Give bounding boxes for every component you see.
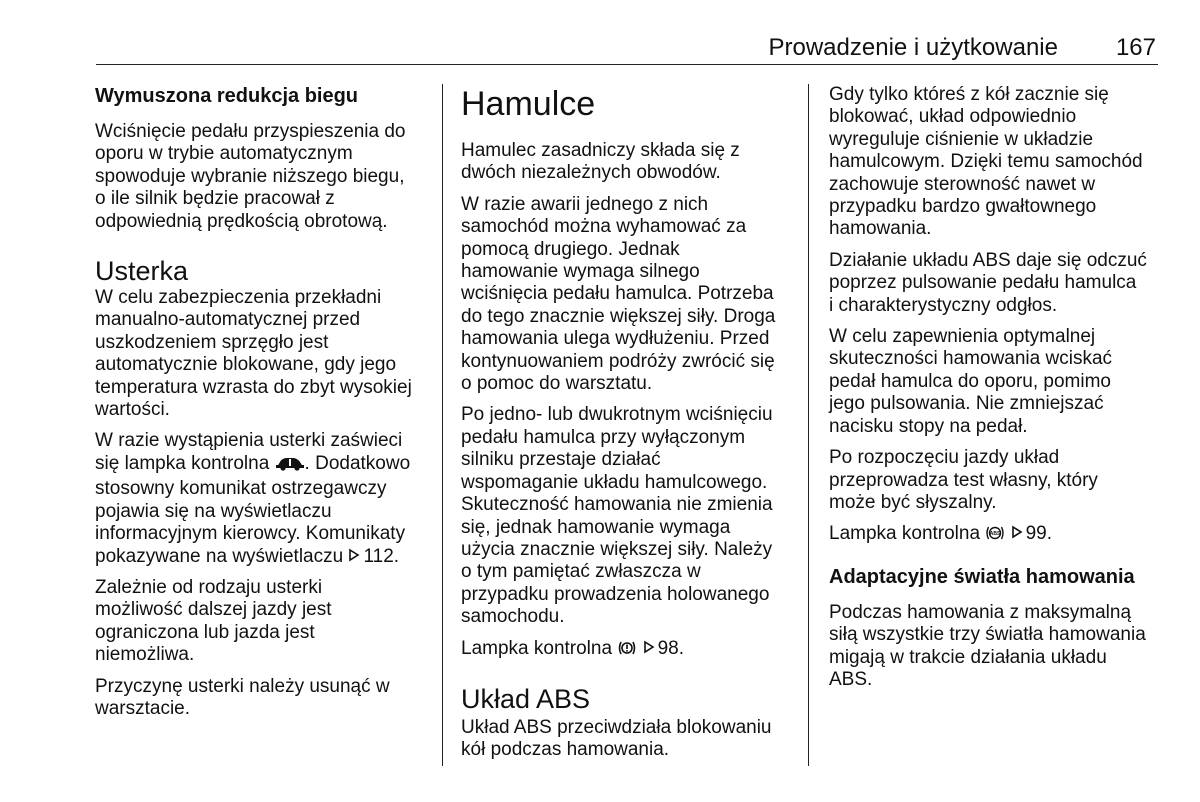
paragraph-abs-3: Działanie układu ABS daje się odczuć poprzez pulsowanie pedału hamulca i charakterystyczny odgłos. bbox=[829, 249, 1147, 316]
heading-fault: Usterka bbox=[95, 256, 189, 287]
column-2 bbox=[461, 84, 796, 762]
paragraph-kickdown: Wciśnięcie pedału przyspieszenia do oporu w trybie automatycznym spowoduje wybranie niższego biegu, o ile silnik będzie pracował z odpowiednią prędkością obrotową. bbox=[95, 121, 406, 232]
paragraph-abs-2: Gdy tylko któreś z kół zacznie się blokować, układ odpowiednio wyreguluje ciśnienie w układzie hamulcowym. Dzięki temu samochód zachowuje sterowność nawet w przypadku bardzo gwałtownego hamowania. bbox=[829, 84, 1143, 240]
column-3 bbox=[829, 84, 1164, 691]
paragraph-brakes-2: W razie awarii jednego z nich samochód można wyhamować za pomocą drugiego. Jednak hamowanie wymaga silnego wciśnięcia pedału hamulca. Potrzeba do tego znacznie większej siły. Droga hamowania ulega wydłużeniu. Przed kontynuowaniem podróży zwrócić się o pomoc do warsztatu. bbox=[461, 193, 776, 395]
paragraph-fault-2: W razie wystąpienia usterki zaświeci się lampka kontrolna . Dodatkowo stosowny komunikat ostrzegawczy pojawia się na wyświetlaczu informacyjnym kierowcy. Komunikaty pokazywane na wyświetlaczu 112. bbox=[95, 430, 411, 567]
column-divider-1 bbox=[442, 84, 443, 766]
paragraph-abs-1: Układ ABS przeciwdziała blokowaniu kół podczas hamowania. bbox=[461, 716, 772, 761]
heading-kickdown: Wymuszona redukcja biegu bbox=[95, 85, 359, 107]
heading-brakes: Hamulce bbox=[461, 85, 596, 123]
header-title: Prowadzenie i użytkowanie bbox=[768, 34, 1058, 61]
paragraph-fault-1: W celu zabezpieczenia przekładni manualno-automatycznej przed uszkodzeniem sprzęgło jest automatycznie blokowane, gdy jego temperatura wzrasta do zbyt wysokiej wartości. bbox=[95, 287, 412, 421]
brake-warning-icon bbox=[617, 639, 637, 663]
heading-abs: Układ ABS bbox=[461, 683, 591, 714]
paragraph-adaptive: Podczas hamowania z maksymalną siłą wszystkie trzy światła hamowania migają w trakcie działania układu ABS. bbox=[829, 601, 1146, 690]
page-reference-arrow-icon bbox=[643, 638, 655, 660]
column-divider-2 bbox=[808, 84, 809, 766]
page-reference-link[interactable]: 99. bbox=[1025, 523, 1053, 545]
page-header bbox=[96, 34, 1158, 65]
paragraph-brakes-3: Po jedno- lub dwukrotnym wciśnięciu pedału hamulca przy wyłączonym silniku przestaje działać wspomaganie układu hamulcowego. Skuteczność hamowania nie zmienia się, jednak hamowanie wymaga użycia znacznie większej siły. Należy o tym pamiętać zwłaszcza w przypadku prowadzenia holowanego samochodu. bbox=[461, 404, 773, 628]
car-transmission-warning-icon bbox=[275, 454, 305, 478]
page-reference-arrow-icon bbox=[348, 546, 360, 568]
paragraph-abs-4: W celu zapewnienia optymalnej skuteczności hamowania wciskać pedał hamulca do oporu, pomimo jego pulsowania. Nie zmniejszać nacisku stopy na pedał. bbox=[829, 326, 1113, 437]
paragraph-brakes-1: Hamulec zasadniczy składa się z dwóch niezależnych obwodów. bbox=[461, 140, 740, 184]
column-1 bbox=[95, 84, 430, 720]
page-reference-link[interactable]: 98. bbox=[657, 637, 685, 659]
paragraph-brakes-lamp: Lampka kontrolna 98. bbox=[461, 638, 796, 663]
page-reference-link[interactable]: 112. bbox=[363, 545, 400, 567]
paragraph-fault-3: Zależnie od rodzaju usterki możliwość dalszej jazdy jest ograniczona lub jazda jest niemożliwa. bbox=[95, 576, 332, 666]
abs-warning-icon bbox=[985, 524, 1005, 548]
heading-adaptive-brake-lights: Adaptacyjne światła hamowania bbox=[829, 565, 1135, 588]
page-reference-arrow-icon bbox=[1011, 523, 1023, 545]
paragraph-abs-5: Po rozpoczęciu jazdy układ przeprowadza test własny, który może być słyszalny. bbox=[829, 447, 1098, 513]
paragraph-fault-4: Przyczynę usterki należy usunąć w warsztacie. bbox=[95, 675, 390, 719]
paragraph-abs-lamp: Lampka kontrolna ABS 99. bbox=[829, 523, 1164, 548]
page-number: 167 bbox=[1115, 34, 1156, 61]
svg-text:ABS: ABS bbox=[990, 531, 1001, 538]
